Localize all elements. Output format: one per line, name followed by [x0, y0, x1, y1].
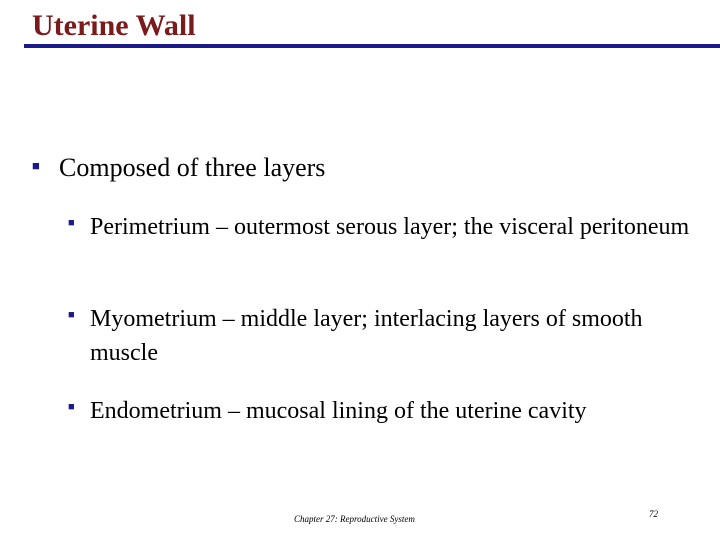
- main-bullet: [32, 151, 692, 185]
- sub-bullet-text: Perimetrium – outermost serous layer; the visceral peritoneum: [90, 214, 690, 240]
- sub-bullet-perimetrium: [68, 210, 698, 244]
- square-bullet-icon: ■: [68, 217, 75, 229]
- sub-bullet-endometrium: [68, 394, 698, 428]
- title-divider: [24, 44, 720, 48]
- sub-bullet-myometrium: [68, 302, 698, 370]
- sub-bullet-text: Endometrium – mucosal lining of the uterine cavity: [90, 398, 587, 424]
- slide-title: Uterine Wall: [32, 9, 196, 42]
- square-bullet-icon: ■: [68, 401, 75, 413]
- footer-chapter: Chapter 27: Reproductive System: [294, 514, 415, 524]
- square-bullet-icon: ■: [32, 158, 40, 173]
- square-bullet-icon: ■: [68, 309, 75, 321]
- main-bullet-text: Composed of three layers: [59, 153, 326, 182]
- sub-bullet-text: Myometrium – middle layer; interlacing layers of smooth muscle: [90, 306, 643, 366]
- page-number: 72: [649, 509, 658, 519]
